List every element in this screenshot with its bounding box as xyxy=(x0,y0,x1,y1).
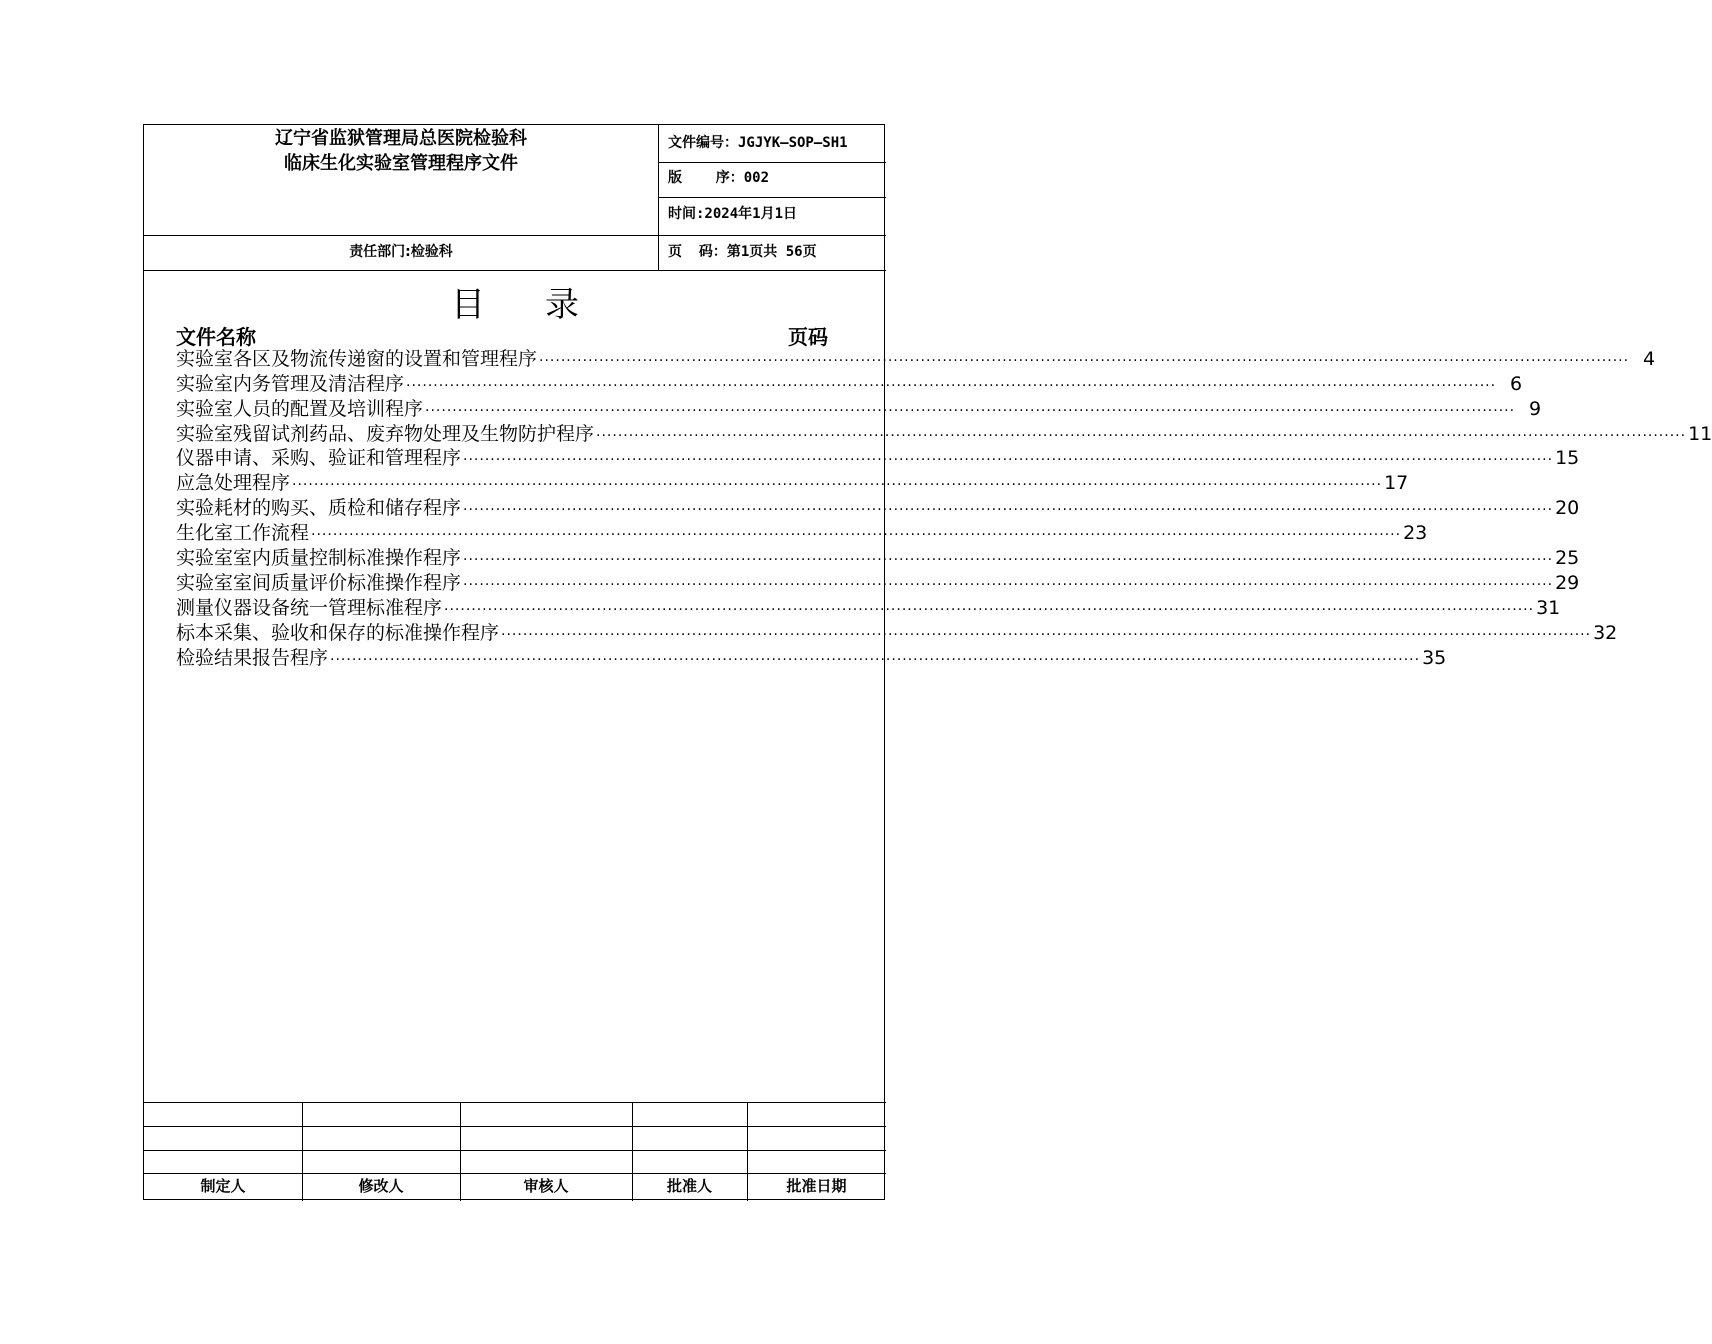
toc-entry xyxy=(176,346,1656,371)
toc-entry xyxy=(176,446,1580,471)
toc-leader-dots: ········································································································································································································ xyxy=(444,601,1535,618)
toc-entry-page: 31 xyxy=(1536,596,1561,619)
meta-rule-2 xyxy=(658,197,886,198)
toc-title: 目录 xyxy=(451,285,639,325)
sig-reviser: 修改人 xyxy=(358,1177,404,1195)
toc-entry-name: 实验室各区及物流传递窗的设置和管理程序 xyxy=(176,347,538,370)
doc-number: 文件编号：JGJYK—SOP—SH1 xyxy=(668,135,848,151)
sig-rule-1 xyxy=(144,1102,886,1103)
toc-entry xyxy=(176,620,1618,645)
toc-entry xyxy=(176,595,1561,620)
toc-entry xyxy=(176,545,1580,570)
toc-entry-page: 11 xyxy=(1688,422,1712,445)
toc-entry-name: 测量仪器设备统一管理标准程序 xyxy=(176,596,443,619)
toc-entry-page: 35 xyxy=(1422,646,1447,669)
doc-date: 时间:2024年1月1日 xyxy=(668,206,798,222)
sig-rule-2 xyxy=(144,1126,886,1127)
toc-entry-name: 仪器申请、采购、验证和管理程序 xyxy=(176,447,462,470)
sig-reviewer: 审核人 xyxy=(523,1177,569,1195)
toc-entry-name: 实验室残留试剂药品、废弃物处理及生物防护程序 xyxy=(176,422,595,445)
toc-leader-dots: ········································································································································································································ xyxy=(539,352,1630,369)
toc-entry-name: 应急处理程序 xyxy=(176,472,291,495)
toc-leader-dots: ········································································································································································································ xyxy=(596,427,1687,444)
toc-leader-dots: ········································································································································································································ xyxy=(311,527,1402,544)
toc-entry xyxy=(176,495,1580,520)
toc-entry-name: 实验室人员的配置及培训程序 xyxy=(176,397,424,420)
toc-entry xyxy=(176,371,1523,396)
toc-entry xyxy=(176,645,1447,670)
toc-entry-name: 实验室内务管理及清洁程序 xyxy=(176,372,405,395)
toc-entry xyxy=(176,396,1542,421)
toc-entry-name: 实验室室间质量评价标准操作程序 xyxy=(176,571,462,594)
toc-entry-name: 标本采集、验收和保存的标准操作程序 xyxy=(176,621,500,644)
toc-entry-page: 25 xyxy=(1555,547,1580,570)
toc-entry-page: 20 xyxy=(1555,497,1580,520)
toc-entry-page: 15 xyxy=(1555,447,1580,470)
toc-entry-name: 实验耗材的购买、质检和储存程序 xyxy=(176,497,462,520)
sig-approval-date: 批准日期 xyxy=(786,1177,847,1195)
dept-rule xyxy=(144,270,886,271)
sig-approver: 批准人 xyxy=(666,1177,712,1195)
doc-version: 版 序：002 xyxy=(668,170,770,186)
document-frame xyxy=(143,124,1712,1200)
toc-list xyxy=(176,346,1712,670)
toc-entry xyxy=(176,470,1409,495)
toc-entry-page: 29 xyxy=(1555,571,1580,594)
toc-entry-page: 6 xyxy=(1509,372,1523,395)
toc-entry-name: 生化室工作流程 xyxy=(176,522,310,545)
toc-leader-dots: ········································································································································································································ xyxy=(463,576,1554,593)
toc-entry xyxy=(176,520,1428,545)
toc-entry-page: 9 xyxy=(1528,397,1542,420)
toc-entry-page: 17 xyxy=(1384,472,1409,495)
toc-entry-page: 32 xyxy=(1593,621,1618,644)
toc-entry xyxy=(176,421,1712,446)
toc-entry-name: 实验室室内质量控制标准操作程序 xyxy=(176,547,462,570)
toc-entry-page: 23 xyxy=(1403,522,1428,545)
sig-drafter: 制定人 xyxy=(200,1177,246,1195)
doc-title: 临床生化实验室管理程序文件 xyxy=(284,153,518,174)
sig-rule-3 xyxy=(144,1150,886,1151)
org-name: 辽宁省监狱管理局总医院检验科 xyxy=(275,128,527,149)
toc-header-name: 文件名称 xyxy=(176,325,256,349)
page-info: 页 码：第1页共 56页 xyxy=(668,244,817,260)
toc-entry-page: 4 xyxy=(1642,347,1656,370)
toc-leader-dots: ········································································································································································································ xyxy=(406,377,1497,394)
toc-leader-dots: ········································································································································································································ xyxy=(463,502,1554,519)
toc-leader-dots: ········································································································································································································ xyxy=(501,626,1592,643)
toc-leader-dots: ········································································································································································································ xyxy=(330,651,1421,668)
toc-leader-dots: ········································································································································································································ xyxy=(425,402,1516,419)
responsible-department: 责任部门:检验科 xyxy=(349,244,453,260)
toc-leader-dots: ········································································································································································································ xyxy=(463,452,1554,469)
toc-leader-dots: ········································································································································································································ xyxy=(463,552,1554,569)
toc-leader-dots: ········································································································································································································ xyxy=(292,477,1383,494)
sig-rule-4 xyxy=(144,1173,886,1174)
header-rule xyxy=(144,235,886,236)
meta-rule-1 xyxy=(658,162,886,163)
toc-entry xyxy=(176,570,1580,595)
toc-entry-name: 检验结果报告程序 xyxy=(176,646,329,669)
toc-header-page: 页码 xyxy=(788,325,828,349)
